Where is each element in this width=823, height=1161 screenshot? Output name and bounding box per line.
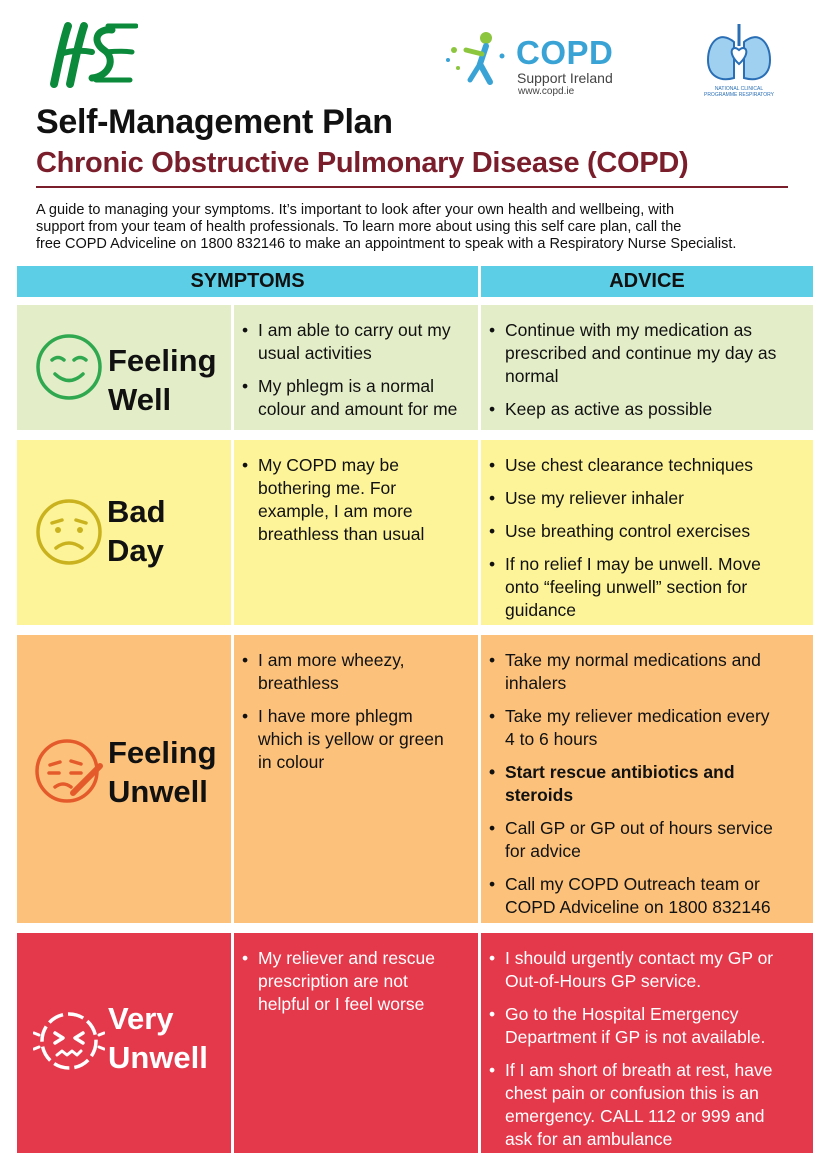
symptoms-header: SYMPTOMS <box>17 266 478 297</box>
feeling-unwell-advice <box>481 635 813 923</box>
very-unwell-label-cell <box>17 933 231 1153</box>
bad-day-symptoms <box>234 440 478 625</box>
copd-figure-icon <box>440 24 512 96</box>
list-item: • Keep as active as possible <box>489 398 809 421</box>
list-item: • Take my normal medications and inhalers <box>489 649 809 695</box>
list-item: • Continue with my medication as prescribed and continue my day as normal <box>489 319 809 388</box>
feeling-well-label-cell <box>17 305 231 430</box>
very-unwell-advice <box>481 933 813 1153</box>
copd-brand-name: COPD <box>516 34 614 71</box>
distressed-face-icon <box>33 1005 105 1077</box>
copd-brand-tagline: Support Ireland <box>517 70 613 86</box>
row-very-unwell <box>17 933 813 1153</box>
feeling-well-label: Feeling Well <box>108 343 217 417</box>
list-item: • I am able to carry out my usual activities <box>242 319 474 365</box>
respiratory-programme-logo <box>700 20 778 106</box>
list-item: • Take my reliever medication every 4 to 6 hours <box>489 705 809 751</box>
bad-day-advice <box>481 440 813 625</box>
bad-day-label: Bad Day <box>107 494 166 568</box>
list-item: • Go to the Hospital Emergency Department if GP is not available. <box>489 1003 809 1049</box>
list-item: • Start rescue antibiotics and steroids <box>489 761 809 807</box>
hse-logo <box>46 20 138 92</box>
feeling-unwell-label-cell <box>17 635 231 923</box>
sick-face-icon <box>33 735 105 807</box>
title-divider <box>36 186 788 188</box>
list-item: • My COPD may be bothering me. For example, I am more breathless than usual <box>242 454 474 546</box>
page-title: Self-Management Plan <box>36 103 393 141</box>
lungs-icon <box>700 20 778 86</box>
list-item: • I have more phlegm which is yellow or green in colour <box>242 705 474 774</box>
list-item: • Use breathing control exercises <box>489 520 809 543</box>
bad-day-label-cell <box>17 440 231 625</box>
feeling-unwell-symptoms <box>234 635 478 923</box>
feeling-well-advice <box>481 305 813 430</box>
list-item: • I am more wheezy, breathless <box>242 649 474 695</box>
copd-support-logo <box>440 24 640 100</box>
page-subtitle: Chronic Obstructive Pulmonary Disease (COPD) <box>36 147 689 179</box>
row-feeling-well <box>17 305 813 430</box>
row-bad-day <box>17 440 813 625</box>
list-item: • If no relief I may be unwell. Move onto “feeling unwell” section for guidance <box>489 553 809 622</box>
row-feeling-unwell <box>17 635 813 923</box>
respiratory-programme-caption: NATIONAL CLINICAL PROGRAMME RESPIRATORY <box>703 86 774 98</box>
list-item: • Call GP or GP out of hours service for advice <box>489 817 809 863</box>
list-item: • If I am short of breath at rest, have chest pain or confusion this is an emergency. CALL 112 or 999 and ask for an ambulance <box>489 1059 809 1151</box>
list-item: • I should urgently contact my GP or Out-of-Hours GP service. <box>489 947 809 993</box>
very-unwell-label: Very Unwell <box>108 1001 208 1075</box>
sad-face-icon <box>33 496 105 568</box>
list-item: • Use chest clearance techniques <box>489 454 809 477</box>
advice-header: ADVICE <box>481 266 813 297</box>
intro-paragraph: A guide to managing your symptoms. It’s important to look after your own health and wellbeing, with support from your team of health professionals. To learn more about using this self care plan, call the free COPD Adviceline on 1800 832146 to make an appointment to speak with a Respiratory Nurse Specialist. <box>36 202 737 252</box>
very-unwell-symptoms <box>234 933 478 1153</box>
copd-brand-url: www.copd.ie <box>518 86 575 97</box>
feeling-well-symptoms <box>234 305 478 430</box>
smile-face-icon <box>33 331 105 403</box>
list-item: • Call my COPD Outreach team or COPD Adviceline on 1800 832146 <box>489 873 809 919</box>
list-item: • My phlegm is a normal colour and amount for me <box>242 375 474 421</box>
feeling-unwell-label: Feeling Unwell <box>108 735 217 809</box>
list-item: • Use my reliever inhaler <box>489 487 809 510</box>
list-item: • My reliever and rescue prescription are not helpful or I feel worse <box>242 947 474 1016</box>
